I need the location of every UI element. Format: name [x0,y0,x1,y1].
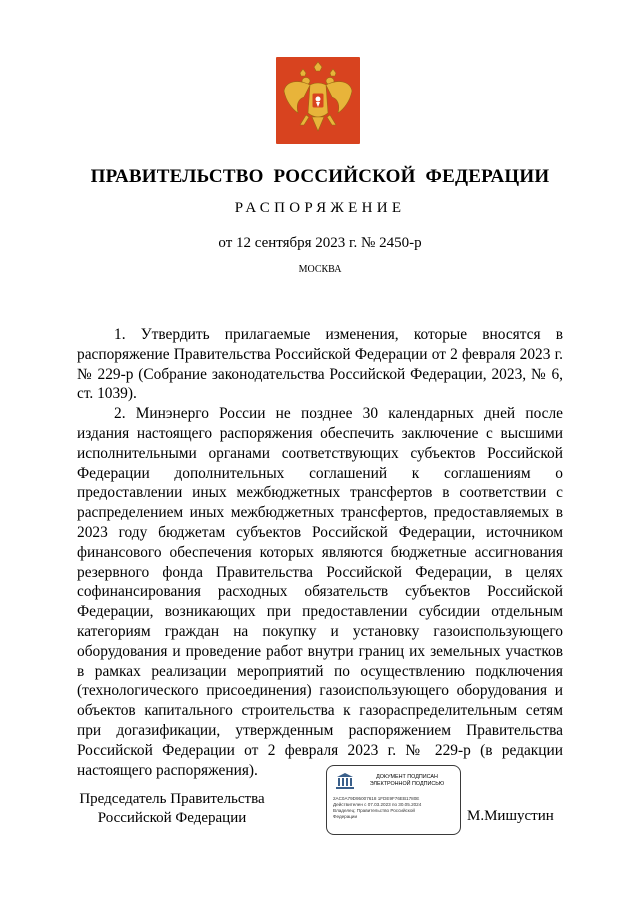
document-city: МОСКВА [298,264,342,275]
signatory-name: М.Мишустин [467,808,554,824]
signatory-position-line: Российской Федерации [97,810,247,826]
coat-of-arms-icon [276,57,360,144]
paragraph: 1. Утвердить прилагаемые изменения, которые вносятся в распоряжение Правительства Российской Федерации от 2 февраля 2023 г. № 229-р (Собрание законодательства Российской Федерации, 2023, № 6, ст. 1039). [77,326,563,403]
stamp-title [357,774,457,788]
stamp-title-line: ДОКУМЕНТ ПОДПИСАН [376,774,438,780]
document-type: РАСПОРЯЖЕНИЕ [234,200,406,216]
stamp-details [333,796,459,820]
stamp-title-line: ЭЛЕКТРОННОЙ ПОДПИСЬЮ [369,781,445,787]
stamp-validity: Действителен с 07.03.2023 по 30.05.2024 [333,802,422,807]
document-body [77,325,563,780]
stamp-owner: Федерации [333,814,358,819]
signatory-position [72,790,272,828]
stamp-certificate: 2AC0A79D95007618 1FDE9F76EB1780E [333,796,420,801]
stamp-owner: Владелец: Правительство Российской [333,808,415,813]
electronic-signature-stamp [326,765,461,835]
signatory-position-line: Председатель Правительства [79,791,265,807]
document-date-number: от 12 сентября 2023 г. № 2450-р [218,235,422,251]
page-title: ПРАВИТЕЛЬСТВО РОССИЙСКОЙ ФЕДЕРАЦИИ [90,166,550,187]
government-building-icon [335,772,355,790]
paragraph: 2. Минэнерго России не позднее 30 календарных дней после издания настоящего распоряжения обеспечить заключение с высшими исполнительными органами соответствующих субъектов Российской Федерации дополнительных соглашений к соглашениям о предоставлении иных межбюджетных трансфертов в соответствии с распределением иных межбюджетных трансфертов, предоставляемых в 2023 году бюджетам субъектов Российской Федерации, источником финансового обеспечения которых являются бюджетные ассигнования резервного фонда Правительства Российской Федерации, в целях софинансирования расходных обязательств субъектов Российской Федерации, возникающих при предоставлении субсидии отдельным категориям граждан на покупку и установку газоиспользующего оборудования и проведение работ внутри границ их земельных участков в рамках реализации мероприятий по осуществлению подключения (технологического присоединения) газоиспользующего оборудования и объектов капитального строительства к газораспределительным сетям при догазификации, утвержденным распоряжением Правительства Российской Федерации от 2 февраля 2023 г. № 229-р (в редакции настоящего распоряжения). [77,405,563,779]
